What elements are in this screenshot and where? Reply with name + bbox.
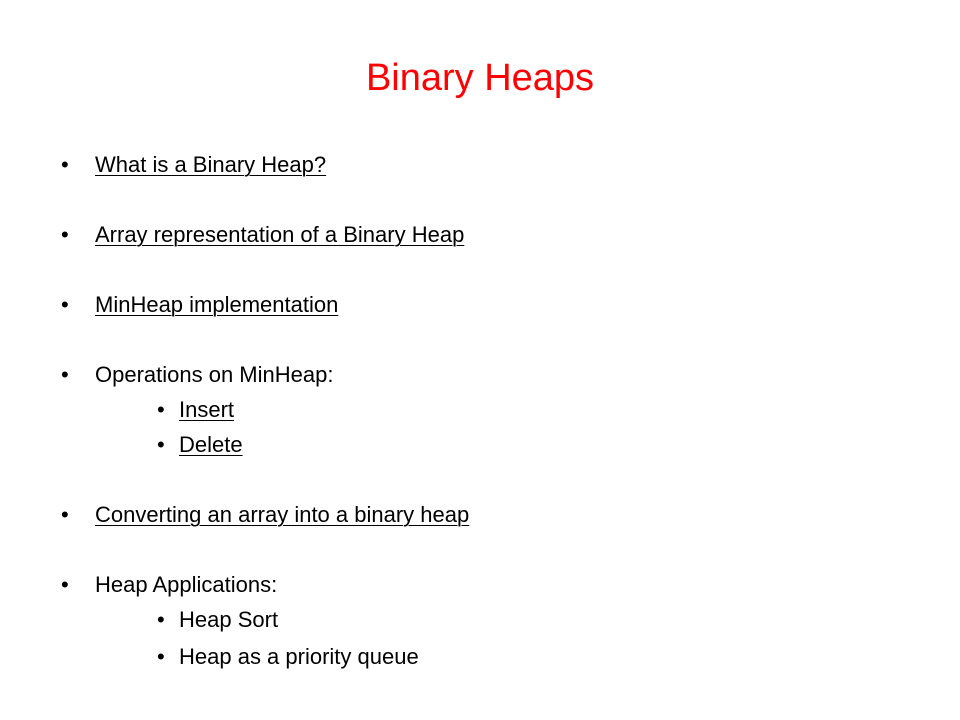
link-minheap-implementation[interactable]: MinHeap implementation	[95, 292, 339, 317]
list-item-minheap-implementation	[61, 291, 339, 319]
bullet-icon: •	[157, 397, 165, 422]
bullet-icon: •	[61, 572, 69, 597]
sub-item-heap-sort	[157, 606, 279, 634]
bullet-icon: •	[61, 222, 69, 247]
bullet-icon: •	[157, 644, 165, 669]
bullet-icon: •	[61, 152, 69, 177]
heap-priority-queue-label: Heap as a priority queue	[179, 644, 419, 669]
bullet-icon: •	[61, 292, 69, 317]
sub-item-delete	[157, 431, 243, 459]
bullet-icon: •	[61, 362, 69, 387]
sub-item-insert	[157, 396, 235, 424]
list-item-what-is-binary-heap	[61, 151, 327, 179]
list-item-converting-array	[61, 501, 470, 529]
list-item-array-representation	[61, 221, 465, 249]
heap-applications-label: Heap Applications:	[95, 572, 278, 597]
link-array-representation[interactable]: Array representation of a Binary Heap	[95, 222, 465, 247]
list-item-operations-on-minheap	[61, 361, 334, 389]
slide-title: Binary Heaps	[365, 57, 595, 99]
bullet-icon: •	[157, 432, 165, 457]
link-insert[interactable]: Insert	[179, 397, 235, 422]
heap-sort-label: Heap Sort	[179, 607, 279, 632]
bullet-icon: •	[157, 607, 165, 632]
bullet-icon: •	[61, 502, 69, 527]
link-converting-array[interactable]: Converting an array into a binary heap	[95, 502, 470, 527]
link-what-is-binary-heap[interactable]: What is a Binary Heap?	[95, 152, 327, 177]
list-item-heap-applications	[61, 571, 278, 599]
operations-label: Operations on MinHeap:	[95, 362, 334, 387]
sub-item-heap-priority-queue	[157, 643, 419, 671]
link-delete[interactable]: Delete	[179, 432, 243, 457]
